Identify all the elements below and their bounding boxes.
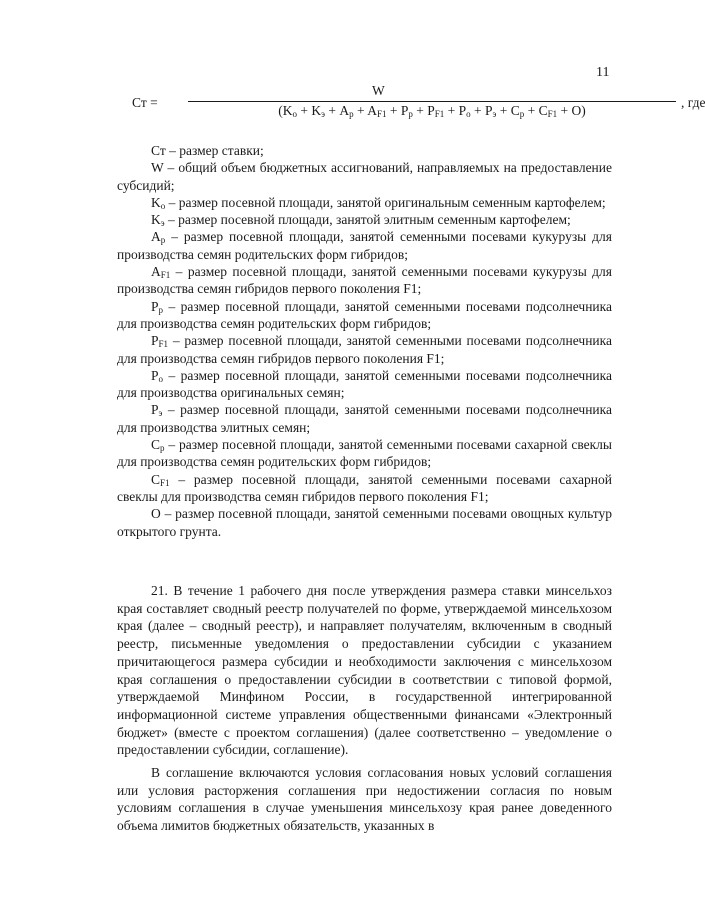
definition-item: $P_p$ – размер посевной площади, занятой семенными посевами подсолнечника для производства семян родительских форм гибридов; bbox=[117, 298, 612, 331]
formula-denominator: $(K_o + K_э + A_p + A_{F1} + P_p + P_{F1} + P_o + P_э + C_p + C_{F1} + O)$ bbox=[278, 103, 586, 119]
definition-item: $K_o$ – размер посевной площади, занятой оригинальным семенным картофелем; bbox=[151, 194, 606, 211]
page-number: 11 bbox=[596, 65, 610, 80]
section-21 bbox=[117, 582, 612, 835]
definition-item: $A_{F1}$ – размер посевной площади, занятой семенными посевами кукурузы для производства семян гибридов первого поколения F1; bbox=[117, 264, 612, 297]
definition-item: $P_o$ – размер посевной площади, занятой семенными посевами подсолнечника для производства оригинальных семян; bbox=[117, 367, 612, 401]
section-21-paragraph: В соглашение включаются условия согласования новых условий соглашения или условия расторжения соглашения при недостижении согласия по новым условиям соглашения в случае уменьшения минсельхозу края ранее доведенного объема лимитов бюджетных обязательств, указанных в bbox=[117, 765, 612, 834]
rate-formula bbox=[132, 83, 705, 123]
variable-definitions bbox=[117, 142, 612, 540]
formula-lhs: Ст = bbox=[132, 95, 158, 110]
definition-item: W – общий объем бюджетных ассигнований, направляемых на предоставление субсидий; bbox=[117, 160, 612, 193]
definition-item: O – размер посевной площади, занятой семенными посевами овощных культур открытого грунта. bbox=[117, 506, 612, 539]
definition-item: $K_э$ – размер посевной площади, занятой элитным семенным картофелем; bbox=[151, 212, 571, 229]
section-21-paragraph: 21. В течение 1 рабочего дня после утверждения размера ставки минсельхоз края составляет сводный реестр получателей по форме, утверждаемой минсельхозом края (далее – сводный реестр), и направляет получателям, включенным в сводный реестр, письменные уведомления о предоставлении субсидии с указанием причитающегося размера субсидии и необходимости заключения с минсельхозом края соглашения о предоставлении субсидии в соответствии с типовой формой, утверждаемой Минфином России, в государственной интегрированной информационной системе управления общественными финансами «Электронный бюджет» (вместе с проектом соглашения) (далее соответственно – уведомление о предоставлении субсидии, соглашение). bbox=[117, 583, 612, 758]
definition-item: $C_{F1}$ – размер посевной площади, занятой семенными посевами сахарной свеклы для производства семян гибридов первого поколения F1; bbox=[117, 471, 612, 504]
definition-item: $P_{F1}$ – размер посевной площади, занятой семенными посевами подсолнечника для производства семян гибридов первого поколения F1; bbox=[117, 333, 612, 366]
fraction-line bbox=[188, 101, 676, 102]
formula-numerator: W bbox=[372, 83, 385, 98]
definition-item: Ст – размер ставки; bbox=[151, 143, 264, 158]
definition-item: $C_p$ – размер посевной площади, занятой семенными посевами сахарной свеклы для производства семян родительских форм гибридов; bbox=[117, 437, 612, 470]
formula-tail: , где bbox=[681, 95, 705, 110]
definition-item: $A_p$ – размер посевной площади, занятой семенными посевами кукурузы для производства семян родительских форм гибридов; bbox=[117, 229, 612, 262]
definition-item: $P_э$ – размер посевной площади, занятой семенными посевами подсолнечника для производства элитных семян; bbox=[117, 402, 612, 435]
